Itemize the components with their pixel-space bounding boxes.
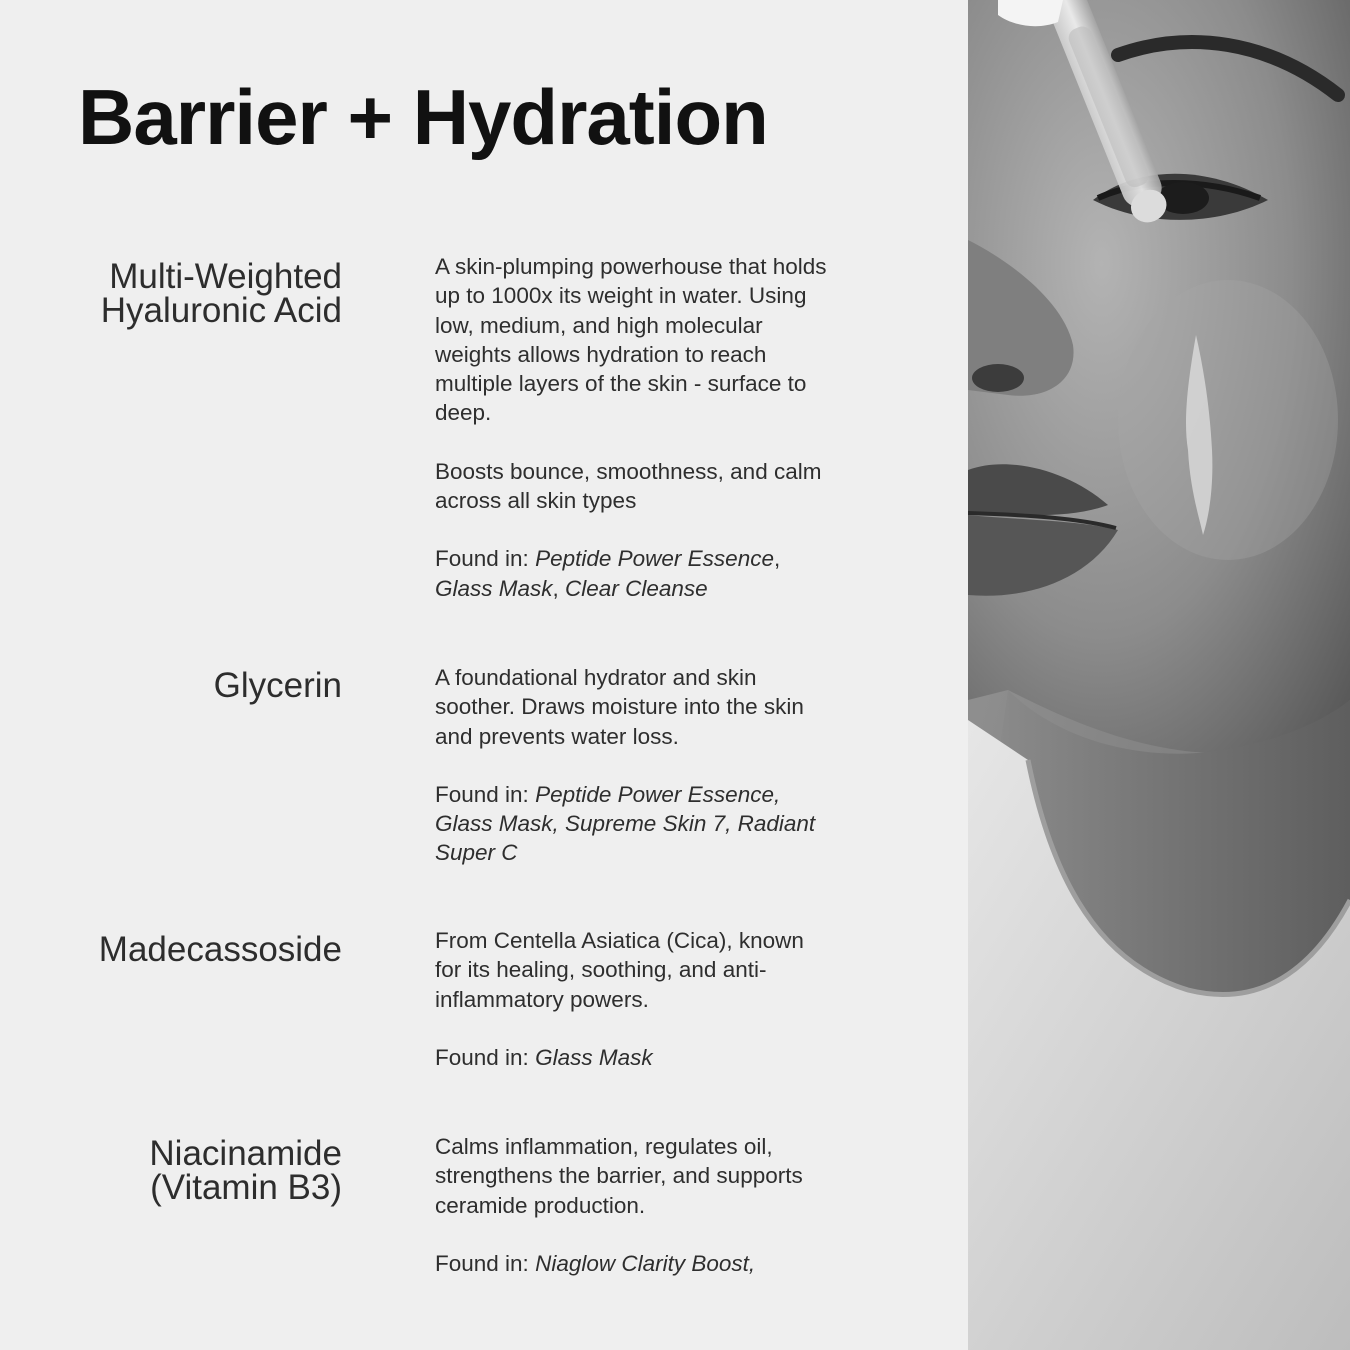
found-in-label: Found in: bbox=[435, 781, 536, 807]
ingredient-description-hyaluronic-acid bbox=[435, 252, 835, 603]
description-paragraph: Boosts bounce, smoothness, and calm across all skin types bbox=[435, 458, 822, 514]
found-in-label: Found in: bbox=[435, 1044, 536, 1070]
found-in-label: Found in: bbox=[435, 1250, 536, 1276]
ingredient-name-line: Hyaluronic Acid bbox=[100, 291, 342, 330]
found-in-line bbox=[435, 1249, 835, 1278]
ingredient-description-glycerin bbox=[435, 663, 835, 868]
ingredient-name-glycerin bbox=[213, 666, 342, 705]
found-in-product: Niaglow Clarity Boost, bbox=[535, 1250, 756, 1276]
ingredient-name-line: Madecassoside bbox=[98, 930, 342, 969]
found-in-product: Peptide Power Essence, Glass Mask, Supreme Skin 7, Radiant Super C bbox=[435, 781, 816, 866]
found-in-separator: , bbox=[552, 575, 566, 601]
ingredient-name-line: Multi-Weighted bbox=[109, 257, 342, 296]
found-in-label: Found in: bbox=[435, 546, 536, 572]
description-paragraph: A skin-plumping powerhouse that holds up to 1000x its weight in water. Using low, medium, and high molecular weights allows hydration to reach multiple layers of the skin - surface to deep. bbox=[435, 254, 827, 426]
found-in-product: Glass Mask bbox=[535, 1044, 653, 1070]
ingredient-name-line: (Vitamin B3) bbox=[150, 1168, 342, 1207]
found-in-separator: , bbox=[773, 546, 781, 572]
page-title: Barrier + Hydration bbox=[78, 73, 768, 161]
found-in-line bbox=[435, 780, 835, 868]
description-paragraph: A foundational hydrator and skin soother. Draws moisture into the skin and prevents water loss. bbox=[435, 665, 804, 749]
found-in-line bbox=[435, 1043, 835, 1072]
ingredient-description-niacinamide bbox=[435, 1132, 835, 1278]
found-in-line bbox=[435, 544, 835, 603]
ingredient-name-niacinamide bbox=[149, 1134, 342, 1207]
found-in-product: Peptide Power Essence bbox=[535, 546, 774, 572]
description-paragraph: From Centella Asiatica (Cica), known for its healing, soothing, and anti-inflammatory powers. bbox=[435, 928, 804, 1012]
ingredient-name-madecassoside bbox=[98, 930, 342, 969]
ingredient-name-line: Niacinamide bbox=[149, 1134, 342, 1173]
ingredient-description-madecassoside bbox=[435, 926, 835, 1072]
description-paragraph: Calms inflammation, regulates oil, strengthens the barrier, and supports ceramide production. bbox=[435, 1134, 803, 1218]
model-photo bbox=[968, 0, 1350, 1350]
found-in-product: Glass Mask bbox=[435, 575, 553, 601]
ingredient-name-hyaluronic-acid bbox=[100, 257, 342, 330]
ingredient-name-line: Glycerin bbox=[213, 666, 342, 705]
found-in-product: Clear Cleanse bbox=[565, 575, 708, 601]
